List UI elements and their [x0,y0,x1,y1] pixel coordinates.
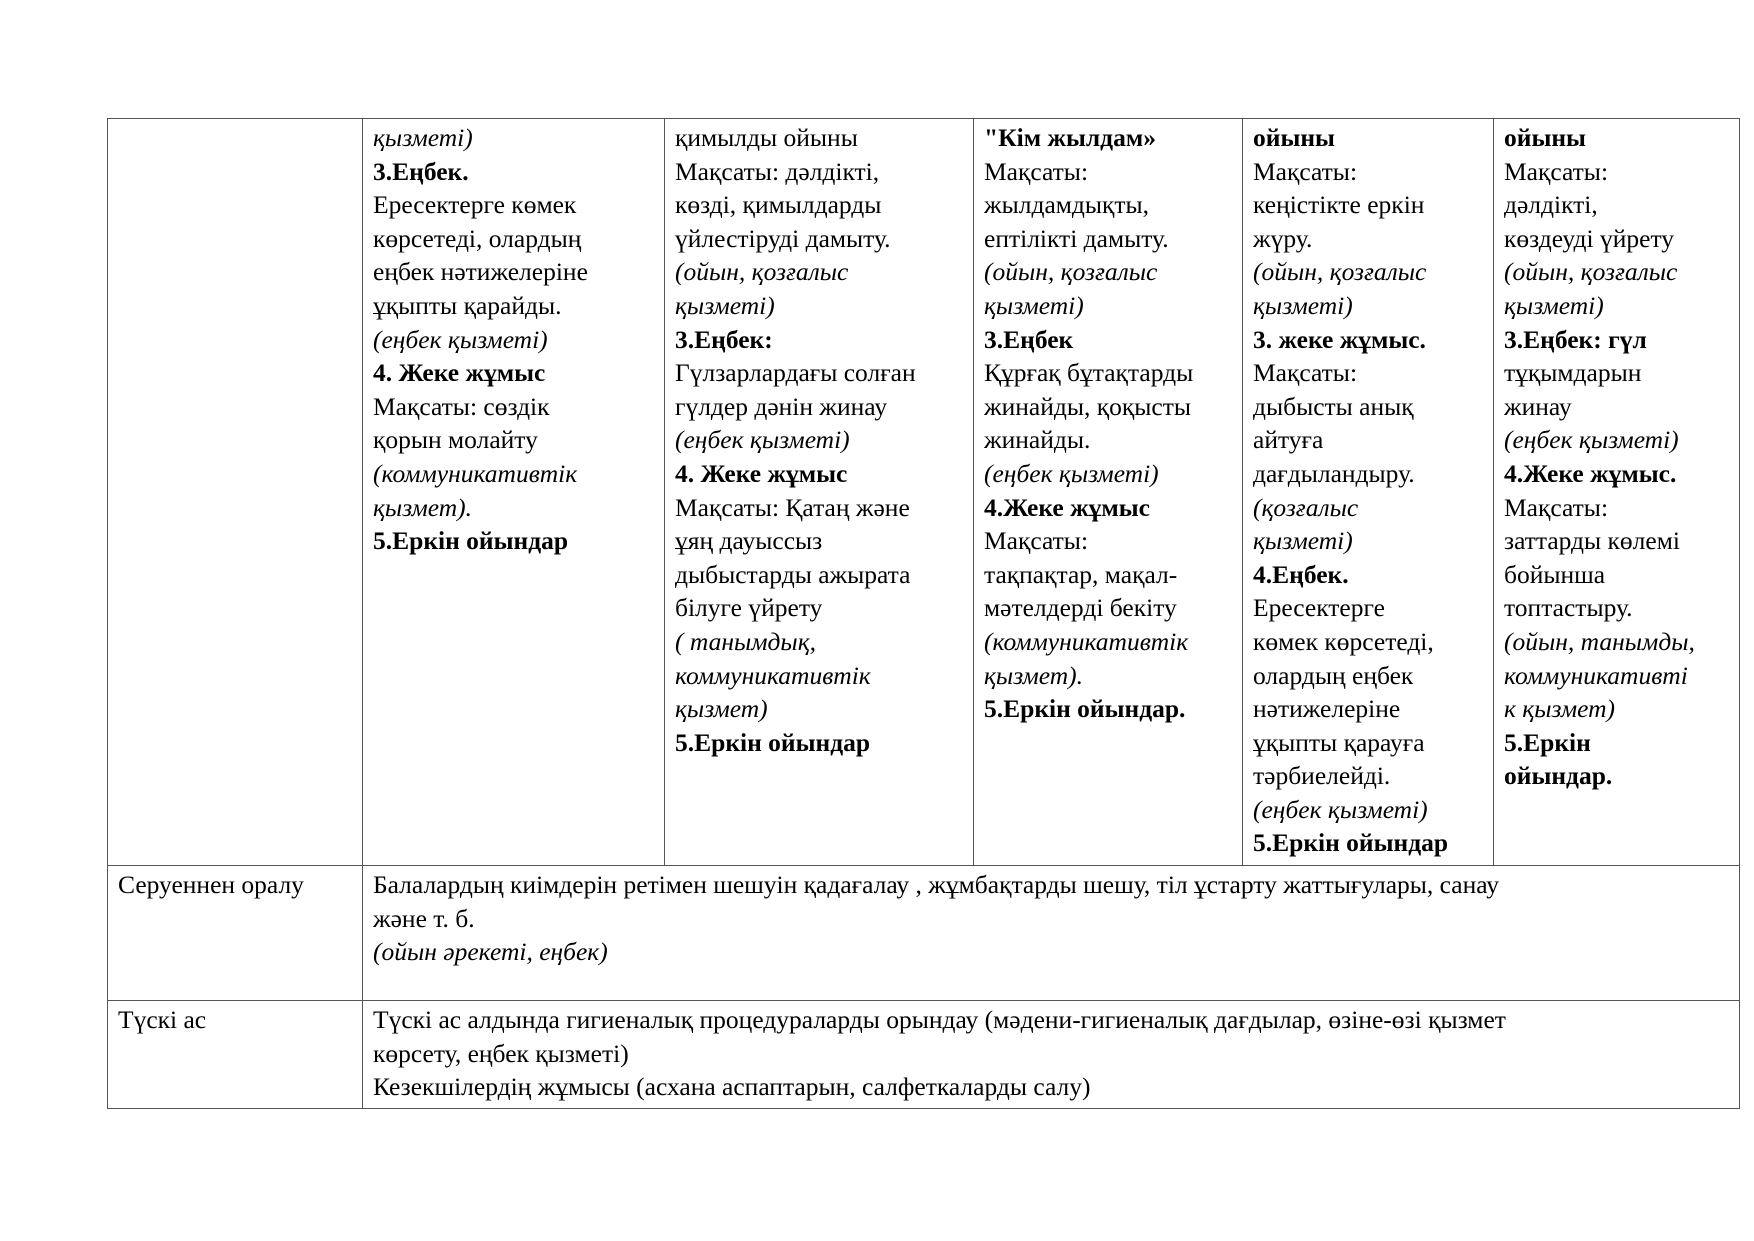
cell-line: ойындар. [1504,761,1613,791]
cell-line: қорын молайту [373,425,538,455]
return-description [363,866,1740,1001]
day-column-4 [1243,119,1494,866]
cell-line: Мақсаты: сөздік [373,391,550,421]
cell-line: (еңбек қызметі) [1504,425,1679,455]
cell-line: 3. жеке жұмыс. [1253,324,1426,354]
cell-line: (ойын, қозғалыс [1253,257,1427,287]
cell-line: к қызмет) [1504,694,1615,724]
cell-line: Мақсаты: [984,526,1089,556]
day-column-5 [1494,119,1740,866]
cell-line: 4.Жеке жұмыс. [1504,458,1677,488]
cell-line: қызмет). [984,660,1084,690]
cell-line: ойыны [1253,123,1335,152]
cell-line: Мақсаты: [1504,492,1609,522]
schedule-table [107,118,1740,1109]
cell-line: дағдыландыру. [1253,458,1415,488]
cell-line: мәтелдерді бекіту [984,593,1177,623]
cell-line: нәтижелеріне [1253,694,1401,724]
cell-line: 3.Еңбек: [675,324,773,354]
cell-line: дәлдікті, [1504,190,1598,220]
cell-line: (еңбек қызметі) [1253,794,1428,824]
cell-line: қызметі) [984,290,1084,320]
cell-line: ( танымдық, [675,626,817,656]
cell-line: және т. б. [373,903,475,933]
cell-line: 5.Еркін [1504,727,1591,757]
cell-line: (коммуникативтік [373,458,578,488]
cell-line: коммуникативті [1504,660,1688,690]
cell-line: ойыны [1504,123,1586,152]
cell-line: (коммуникативтік [984,626,1189,656]
cell-line: қызмет). [373,492,473,522]
cell-line: ұқыпты қарауға [1253,727,1425,757]
cell-line: қимылды ойыны [675,123,858,152]
cell-line: көзді, қимылдарды [675,190,882,220]
cell-line: (ойын, танымды, [1504,626,1695,656]
cell-line: еңбек нәтижелеріне [373,257,588,287]
cell-line: ұяң дауыссыз [675,526,823,556]
cell-line: (ойын, қозғалыс [1504,257,1678,287]
cell-line: білуге үйрету [675,593,823,623]
cell-line: ұқыпты қарайды. [373,290,562,320]
cell-line: қызметі) [1253,526,1353,556]
cell-line: (еңбек қызметі) [675,425,850,455]
cell-line: 5.Еркін ойындар [373,526,569,556]
cell-line: ептілікті дамыту. [984,223,1169,253]
cell-line: Ересектерге [1253,593,1385,623]
cell-line: көмек көрсетеді, [1253,626,1434,656]
day-column-3 [974,119,1243,866]
cell-line: Мақсаты: [984,156,1089,186]
cell-line: 5.Еркін ойындар. [984,694,1186,724]
cell-line: Кезекшілердің жұмысы (асхана аспаптарын, салфеткаларды салу) [373,1072,1091,1102]
cell-line: Құрғақ бұтақтарды [984,358,1194,388]
cell-line: Мақсаты: [1504,156,1609,186]
cell-line: (қозғалыс [1253,492,1359,522]
cell-line: Мақсаты: Қатаң және [675,492,910,522]
cell-line: қызмет) [675,694,768,724]
cell-line: жинайды, қоқысты [984,391,1191,421]
cell-line: 5.Еркін ойындар [1253,828,1449,858]
cell-line: бойынша [1504,559,1606,589]
activities-row [108,119,1740,866]
cell-line: 4. Жеке жұмыс [675,458,848,488]
cell-line: 4.Жеке жұмыс [984,492,1150,522]
day-column-1 [363,119,665,866]
cell-line: олардың еңбек [1253,660,1414,690]
cell-line: 4. Жеке жұмыс [373,358,546,388]
cell-line: Мақсаты: дәлдікті, [675,156,880,186]
cell-line: Мақсаты: [1253,358,1358,388]
cell-line: (еңбек қызметі) [984,458,1159,488]
cell-line: гүлдер дәнін жинау [675,391,888,421]
cell-line: (ойын, қозғалыс [984,257,1158,287]
cell-line: Мақсаты: [1253,156,1358,186]
cell-line: қызметі) [373,123,473,152]
cell-line: топтастыру. [1504,593,1633,623]
cell-line: көздеуді үйрету [1504,223,1675,253]
day-column-2 [665,119,974,866]
cell-line: тұқымдарын [1504,358,1642,388]
cell-line: тәрбиелейді. [1253,761,1391,791]
cell-line: 3.Еңбек: гүл [1504,324,1647,354]
cell-line: қызметі) [1253,290,1353,320]
row-label-activities [108,119,363,866]
cell-line: Ересектерге көмек [373,190,577,220]
cell-line: дыбыстарды ажырата [675,559,911,589]
cell-line: көрсетеді, олардың [373,223,582,253]
cell-line: қызметі) [1504,290,1604,320]
cell-line: заттарды көлемі [1504,526,1680,556]
lunch-row [108,1001,1740,1109]
cell-line: жинау [1504,391,1572,421]
cell-line: жылдамдықты, [984,190,1150,220]
cell-line: көрсету, еңбек қызметі) [373,1038,629,1068]
row-label-return: Серуеннен оралу [108,866,363,1001]
cell-line: (ойын әрекеті, еңбек) [373,937,608,967]
return-from-walk-row [108,866,1740,1001]
cell-line: 3.Еңбек [984,324,1074,354]
cell-line: кеңістікте еркін [1253,190,1425,220]
cell-line: қызметі) [675,290,775,320]
cell-line: (ойын, қозғалыс [675,257,849,287]
cell-line: жинайды. [984,425,1091,455]
cell-line: жүру. [1253,223,1313,253]
cell-line: дыбысты анық [1253,391,1414,421]
cell-line: "Кім жылдам» [984,123,1156,152]
cell-line: 3.Еңбек. [373,156,469,186]
cell-line: Түскі ас алдында гигиеналық процедураларды орындау (мәдени-гигиеналық дағдылар, өзіне-өзі қызмет [373,1005,1506,1034]
row-label-lunch: Түскі ас [108,1001,363,1109]
cell-line: айтуға [1253,425,1324,455]
cell-line: 4.Еңбек. [1253,559,1349,589]
cell-line: үйлестіруді дамыту. [675,223,891,253]
cell-line: Балалардың киімдерін ретімен шешуін қадағалау , жұмбақтарды шешу, тіл ұстарту жаттығулары, санау [373,870,1500,899]
cell-line: 5.Еркін ойындар [675,727,871,757]
cell-line: коммуникативтік [675,660,871,690]
cell-line: (еңбек қызметі) [373,324,548,354]
lunch-description [363,1001,1740,1109]
cell-line: тақпақтар, мақал- [984,559,1178,589]
cell-line: Гүлзарлардағы солған [675,358,916,388]
